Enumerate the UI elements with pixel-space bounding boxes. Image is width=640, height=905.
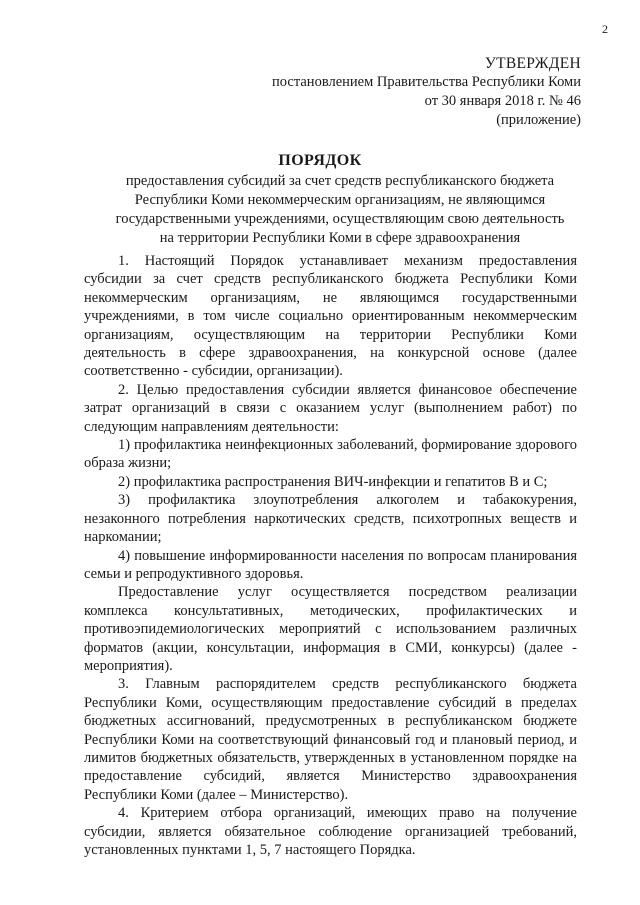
list-item-1: 1) профилактика неинфекционных заболеваний, формирование здорового образа жизни; xyxy=(84,437,577,472)
paragraph-services: Предоставление услуг осуществляется посредством реализации комплекса консультативных, методических, профилактических и противоэпидемиологических мероприятий с использованием различных форматов (акции, консультации, информация в СМИ, конкурсы) (далее - мероприятия). xyxy=(84,584,577,674)
approval-authority: постановлением Правительства Республики Коми xyxy=(272,74,581,90)
paragraph-4: 4. Критерием отбора организаций, имеющих право на получение субсидии, является обязательное соблюдение организацией требований, установленных пунктами 1, 5, 7 настоящего Порядка. xyxy=(84,805,577,858)
document-title: ПОРЯДОК xyxy=(278,152,362,169)
list-item-3: 3) профилактика злоупотребления алкоголем и табакокурения, незаконного потребления наркотических средств, психотропных веществ и наркомании; xyxy=(84,492,577,546)
approval-date: от 30 января 2018 г. № 46 xyxy=(424,93,581,109)
approval-title: УТВЕРЖДЕН xyxy=(484,55,581,72)
document-subtitle xyxy=(100,172,580,248)
list-item-2: 2) профилактика распространения ВИЧ-инфекции и гепатитов В и С; xyxy=(118,473,548,490)
subtitle-line: на территории Республики Коми в сфере здравоохранения xyxy=(159,230,521,246)
paragraph-1: 1. Настоящий Порядок устанавливает механизм предоставления субсидии за счет средств республиканского бюджета Республики Коми некоммерческим организациям, не являющимся государственными учреждениями, в том числе социально ориентированным некоммерческим организациям, осуществляющим на территории Республики Коми деятельность в сфере здравоохранения, на конкурсной основе (далее соответственно - субсидии, организации). xyxy=(84,253,577,380)
list-item-4: 4) повышение информированности населения по вопросам планирования семьи и репродуктивного здоровья. xyxy=(84,547,577,582)
approval-stamp xyxy=(272,54,581,130)
document-body xyxy=(84,252,577,859)
subtitle-line: Республики Коми некоммерческим организациям, не являющимся xyxy=(134,192,546,208)
approval-note: (приложение) xyxy=(496,112,581,128)
subtitle-line: государственными учреждениями, осуществляющим свою деятельность xyxy=(115,211,565,227)
subtitle-line: предоставления субсидий за счет средств республиканского бюджета xyxy=(125,173,555,189)
paragraph-3: 3. Главным распорядителем средств республиканского бюджета Республики Коми, осуществляющим предоставление субсидий в пределах бюджетных ассигнований, предусмотренных в республиканском бюджете Республики Коми на соответствующий финансовый год и плановый период, и лимитов бюджетных обязательств, утвержденных в установленном порядке на предоставление субсидий, является Министерство здравоохранения Республики Коми (далее – Министерство). xyxy=(84,676,577,803)
page-number: 2 xyxy=(602,22,608,36)
paragraph-2: 2. Целью предоставления субсидии является финансовое обеспечение затрат организаций в связи с оказанием услуг (выполнением работ) по следующим направлениям деятельности: xyxy=(84,381,577,435)
